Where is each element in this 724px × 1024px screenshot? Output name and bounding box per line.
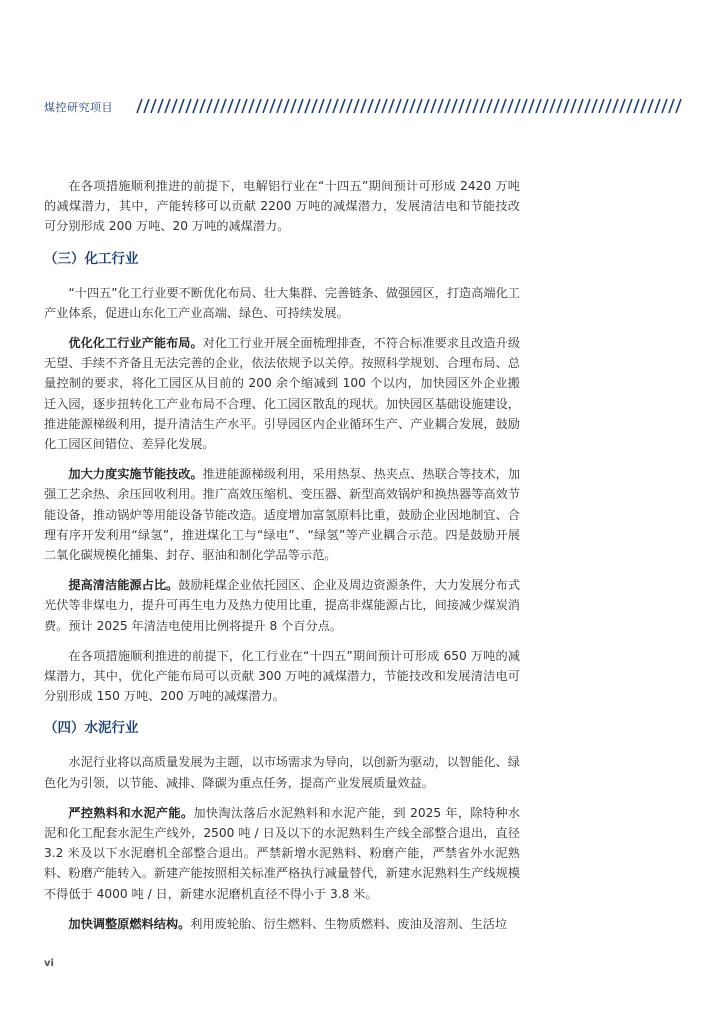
lead-optimize-layout: 优化化工行业产能布局。 [68,336,203,351]
paragraph-chemical-intro: “十四五”化工行业要不断优化布局、壮大集群、完善链条、做强园区，打造高端化工产业体系，促进山东化工产业高端、绿色、可持续发展。 [44,285,520,320]
paragraph-optimize-layout [44,333,520,454]
lead-clean-energy: 提高清洁能源占比。 [68,578,179,593]
body-control-capacity: 加快淘汰落后水泥熟料和水泥产能，到 2025 年，除特种水泥和化工配套水泥生产线外，2500 吨 / 日及以下的水泥熟料生产线全部整合退出，直径 3.2 米及以下水泥磨机全部整合退出。严禁新增水泥熟料、粉磨产能，严禁省外水泥熟料、粉磨产能转入。新建产能按照相关标准严格执行减量替代，新建水泥熟料生产线规模不得低于 4000 吨 / 日，新建水泥磨机直径不得小于 3.8 米。 [44,805,521,901]
paragraph-cement-intro: 水泥行业将以高质量发展为主题，以市场需求为导向，以创新为驱动，以智能化、绿色化为引领，以节能、减排、降碳为重点任务，提高产业发展质量效益。 [44,755,520,790]
body-fuel-structure: 利用废轮胎、衍生燃料、生物质燃料、废油及溶剂、生活垃 [190,916,508,931]
page-header [0,95,724,119]
paragraph-fuel-structure [44,914,520,934]
section-heading-cement: （四）水泥行业 [44,720,139,737]
body-energy-retrofit: 推进能源梯级利用，采用热泵、热夹点、热联合等技术，加强工艺余热、余压回收利用。推广高效压缩机、变压器、新型高效锅炉和换热器等高效节能设备，推动锅炉等用能设备节能改造。适度增加富氢原料比重，鼓励企业因地制宜、合理有序开发利用“绿氢”，推进煤化工与“绿电”、“绿氢”等产业耦合示范。四是鼓励开展二氧化碳规模化捕集、封存、驱油和制化学品等示范。 [44,467,521,563]
paragraph-aluminium-summary: 在各项措施顺利推进的前提下，电解铝行业在“十四五”期间预计可形成 2420 万吨的减煤潜力，其中，产能转移可以贡献 2200 万吨的减煤潜力，发展清洁电和节能技改可分别形成 200 万吨、20 万吨的减煤潜力。 [44,179,520,234]
paragraph-chemical-summary: 在各项措施顺利推进的前提下，化工行业在“十四五”期间预计可形成 650 万吨的减煤潜力，其中，优化产能布局可以贡献 300 万吨的减煤潜力，节能技改和发展清洁电可分别形成 150 万吨、200 万吨的减煤潜力。 [44,648,520,704]
paragraph-control-capacity [44,803,520,904]
article-body [44,176,520,944]
lead-energy-retrofit: 加大力度实施节能技改。 [68,467,203,482]
lead-fuel-structure: 加快调整原燃料结构。 [68,916,191,931]
section-heading-chemical: （三）化工行业 [44,250,139,267]
page-number: vi [44,958,54,969]
paragraph-clean-energy [44,575,520,636]
lead-control-capacity: 严控熟料和水泥产能。 [68,805,194,820]
body-clean-energy: 鼓励耗煤企业依托园区、企业及周边资源条件，大力发展分布式光伏等非煤电力，提升可再生电力及热力使用比重，提高非煤能源占比，间接减少煤炭消费。预计 2025 年清洁电使用比例将提升 8 个百分点。 [44,578,521,633]
paragraph-energy-retrofit [44,464,520,565]
header-stripe-decoration [136,97,682,115]
body-optimize-layout: 对化工行业开展全面梳理排查，不符合标准要求且改造升级无望、手续不齐备且无法完善的企业，依法依规予以关停。按照科学规划、合理布局、总量控制的要求，将化工园区从目前的 200 余个缩减到 100 个以内，加快园区外企业搬迁入园，逐步扭转化工产业布局不合理、化工园区散乱的现状。加快园区基础设施建设，推进能源梯级利用，提升清洁生产水平。引导园区内企业循环生产、产业耦合发展，鼓励化工园区间错位、差异化发展。 [44,336,521,452]
header-title: 煤控研究项目 [44,101,113,114]
